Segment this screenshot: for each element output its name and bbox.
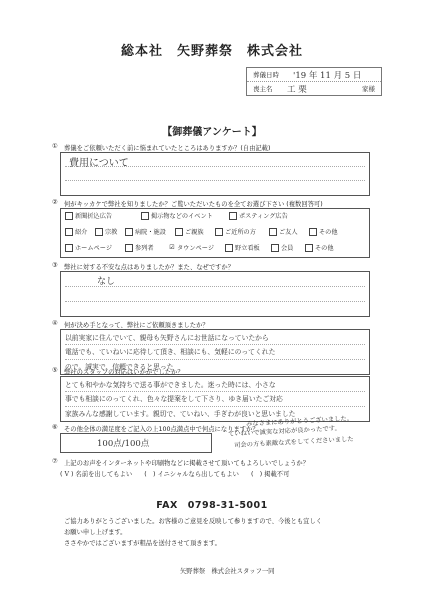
- q7-option-name[interactable]: ( V ) 名前を出してもよい: [60, 471, 133, 478]
- checkbox-icon: [125, 228, 133, 236]
- q3-answer: なし: [97, 277, 116, 287]
- checkbox-icon: [305, 244, 313, 252]
- company-name: 総本社 矢野葬祭 株式会社: [120, 44, 303, 59]
- checkbox-icon: [65, 244, 73, 252]
- checkbox-icon: [225, 244, 233, 252]
- option-hospital[interactable]: 病院・施設: [125, 227, 166, 236]
- q6-score-box[interactable]: [60, 433, 212, 453]
- q4-answer-line: 以前実家に住んでいて、親母も矢野さんにお世話になっていたから: [65, 334, 269, 342]
- q1-number: ①: [52, 143, 58, 150]
- q6-number: ⑥: [52, 424, 58, 431]
- survey-title: 【御葬儀アンケート】: [162, 127, 262, 138]
- q5-answer-line: とても和やかな気持ちで送る事ができました。迷った時には、小さな: [65, 381, 276, 389]
- q6-score: 100点/100点: [97, 439, 150, 449]
- checkbox-icon: [125, 244, 133, 252]
- q1-answer-box[interactable]: [60, 152, 370, 196]
- q7-option-initial[interactable]: ( ) イニシャルなら出してもよい: [144, 471, 239, 478]
- option-friend[interactable]: ご友人: [269, 227, 298, 236]
- q6-text: その他全体の満足度をご記入の上100点満点中で何点になりますか？: [64, 426, 259, 433]
- family-value: 工 栗: [287, 84, 307, 95]
- q5-number: ⑤: [52, 367, 58, 374]
- option-attendee[interactable]: 参列者: [125, 243, 154, 252]
- checkbox-icon: [95, 228, 103, 236]
- q1-answer: 費用について: [69, 158, 129, 169]
- funeral-info-box: [246, 67, 382, 96]
- q4-number: ④: [52, 320, 58, 327]
- option-other-2[interactable]: その他: [305, 243, 334, 252]
- option-member[interactable]: 会員: [271, 243, 293, 252]
- checked-checkbox-icon: ☑: [169, 243, 175, 251]
- q6-note-line: 司会の方も素敵な式をしてくださいました: [233, 435, 354, 450]
- q4-text: 何が決め手となって、弊社にご依頼頂きましたか？: [64, 322, 209, 329]
- option-other-1[interactable]: その他: [309, 227, 338, 236]
- q7-text: 上記のお声をインターネットや印刷物などに掲載させて頂いてもよろしいでしょうか？: [64, 460, 310, 467]
- checkbox-icon: [269, 228, 277, 236]
- q4-answer-line: 電話でも、ていねいに応待して頂き、相談にも、気軽にのってくれた: [65, 348, 276, 356]
- option-relatives[interactable]: ご親族: [175, 227, 204, 236]
- option-townpage[interactable]: ☑ タウンページ: [169, 243, 215, 252]
- thanks-message: ご協力ありがとうございました。お客様のご意見を反映して参りますので、今後とも宜しく お願い申し上げます。 ささやかではございますが粗品を送付させて頂きます。: [64, 518, 323, 547]
- checkbox-icon: [309, 228, 317, 236]
- option-introduction[interactable]: 紹介: [65, 227, 87, 236]
- q5-text: 弊社のスタッフの対応はいかがでしたか？: [64, 369, 184, 376]
- checkbox-icon: [141, 212, 149, 220]
- checkbox-icon: [65, 228, 73, 236]
- checkbox-icon: [175, 228, 183, 236]
- option-neighbor[interactable]: ご近所の方: [215, 227, 256, 236]
- family-suffix: 家様: [362, 85, 375, 93]
- option-newspaper[interactable]: 新聞折込広告: [65, 211, 112, 220]
- date-label: 葬儀日時: [253, 71, 279, 79]
- checkbox-icon: [65, 212, 73, 220]
- q2-options-box: [60, 208, 370, 258]
- fax-number: FAX 0798-31-5001: [156, 500, 268, 511]
- option-posting[interactable]: ポスティング広告: [229, 211, 288, 220]
- q2-number: ②: [52, 199, 58, 206]
- q7-number: ⑦: [52, 458, 58, 465]
- q3-text: 弊社に対する不安な点はありましたか？また、なぜですか？: [64, 264, 235, 271]
- option-signboard[interactable]: 野立看板: [225, 243, 260, 252]
- signature: 矢野葬祭 株式会社スタッフ一同: [180, 568, 275, 575]
- q7-options: [60, 469, 368, 478]
- checkbox-icon: [271, 244, 279, 252]
- selected-mark: V: [64, 471, 70, 478]
- q3-number: ③: [52, 262, 58, 269]
- checkbox-icon: [215, 228, 223, 236]
- q6-note-line: みなさまにありがとうございました。: [245, 415, 354, 428]
- family-label: 喪主名: [253, 85, 273, 93]
- q5-answer-line: 事でも相談にのってくれ、色々な提案をして下さり、ゆき届いたご対応: [65, 395, 283, 403]
- q6-note-line: ていねいで誠実な対応が良かったです。: [227, 425, 342, 438]
- option-homepage[interactable]: ホームページ: [65, 243, 112, 252]
- checkbox-icon: [229, 212, 237, 220]
- q5-answer-line: 家族みんな感謝しています。親切で、ていねい、手ぎわが良いと思いました: [65, 410, 296, 418]
- date-value: '19 年 11 月 5 日: [293, 70, 362, 81]
- q1-text: 葬儀をご依頼いただく前に悩まれていたところはありますか？(自由記載): [64, 145, 271, 152]
- q3-answer-box[interactable]: [60, 271, 370, 317]
- option-event[interactable]: 掲示物などのイベント: [141, 211, 213, 220]
- option-religion[interactable]: 宗教: [95, 227, 117, 236]
- q7-option-none[interactable]: ( ) 掲載不可: [250, 471, 290, 478]
- q2-text: 何がキッカケで弊社を知りましたか？ご覧いただいたものを全てお選び下さい (複数回答可): [64, 201, 323, 208]
- q4-answer-line: ので。誠実で、信頼できると思った: [65, 363, 174, 371]
